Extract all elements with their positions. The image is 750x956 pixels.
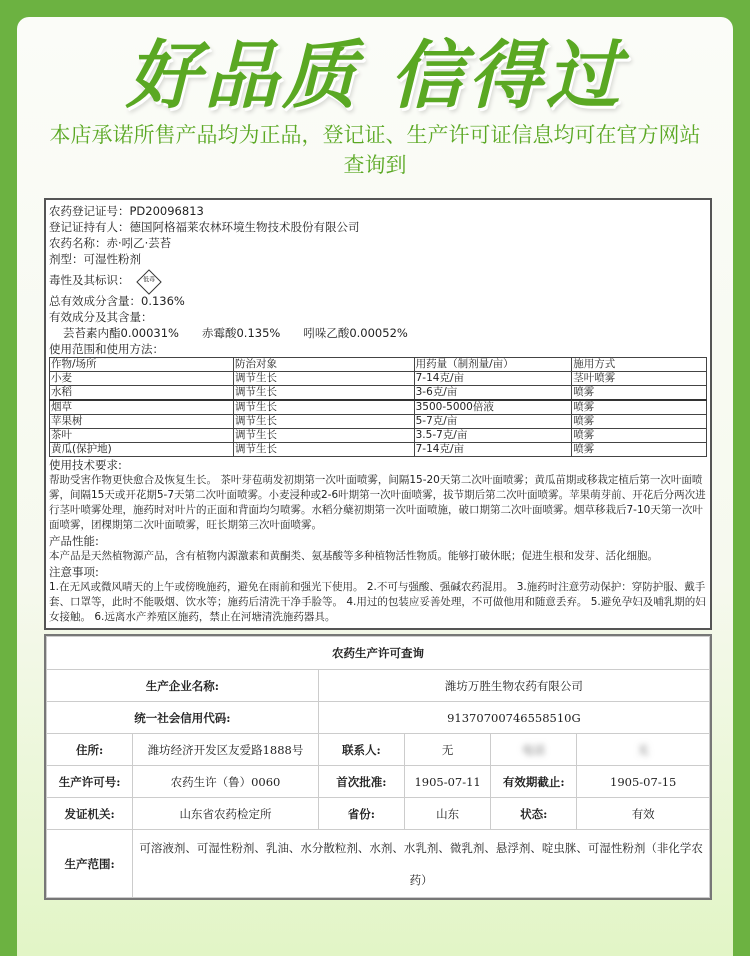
usage-row	[50, 443, 707, 457]
issuer-value: 山东省农药检定所	[133, 798, 319, 830]
status-label: 状态:	[491, 798, 577, 830]
license-panel	[44, 634, 712, 900]
usage-cell: 喷雾	[572, 415, 707, 429]
usage-cell: 7-14克/亩	[414, 372, 572, 386]
usage-cell: 3500-5000倍液	[414, 400, 572, 415]
usage-cell: 施用方式	[572, 358, 707, 372]
phone-label: 电话	[491, 734, 577, 766]
total-content: 总有效成分含量：0.136%	[49, 294, 185, 308]
usage-label: 使用范围和使用方法：	[49, 342, 164, 356]
toxicity-mark: 低毒	[142, 276, 155, 284]
usage-cell: 3-6克/亩	[414, 386, 572, 401]
usage-cell: 作物/场所	[50, 358, 234, 372]
reg-holder: 登记证持有人：德国阿格福莱农林环境生物技术股份有限公司	[49, 220, 360, 234]
contact-label: 联系人:	[318, 734, 404, 766]
usage-cell: 苹果树	[50, 415, 234, 429]
address-value: 潍坊经济开发区友爱路1888号	[133, 734, 319, 766]
toxicity-row	[49, 267, 707, 293]
credit-label: 统一社会信用代码:	[47, 702, 319, 734]
province-label: 省份:	[318, 798, 404, 830]
usage-cell: 喷雾	[572, 429, 707, 443]
status-value: 有效	[577, 798, 710, 830]
first-approval-value: 1905-07-11	[405, 766, 491, 798]
usage-cell: 防治对象	[233, 358, 414, 372]
address-label: 住所:	[47, 734, 133, 766]
province-value: 山东	[405, 798, 491, 830]
scope-value: 可溶液剂、可湿性粉剂、乳油、水分散粒剂、水剂、水乳剂、微乳剂、悬浮剂、啶虫脒、可湿性粉剂（非化学农药）	[133, 830, 710, 898]
low-toxicity-icon	[136, 269, 161, 294]
pesticide-name: 农药名称：赤·吲乙·芸苔	[49, 236, 172, 250]
permit-label: 生产许可号:	[47, 766, 133, 798]
perf-text: 本产品是天然植物源产品，含有植物内源激素和黄酮类、氨基酸等多种植物活性物质。能够打破休眠；促进生根和发芽、活化细胞。	[49, 550, 658, 562]
permit-value: 农药生许（鲁）0060	[133, 766, 319, 798]
notes-label: 注意事项:	[49, 565, 99, 579]
usage-cell: 调节生长	[233, 400, 414, 415]
usage-cell: 5-7克/亩	[414, 415, 572, 429]
perf-label: 产品性能:	[49, 534, 99, 548]
usage-cell: 调节生长	[233, 372, 414, 386]
usage-cell: 茶叶	[50, 429, 234, 443]
usage-cell: 7-14克/亩	[414, 443, 572, 457]
notes-text: 1.在无风或微风晴天的上午或傍晚施药，避免在雨前和强光下使用。 2.不可与强酸、强碱农药混用。 3.施药时注意劳动保护：穿防护服、戴手套、口罩等，此时不能吸烟、饮水等；施药后清洗干净手脸等。 4.用过的包装应妥善处理，不可做他用和随意丢弃。 5.避免孕妇及哺乳期的妇女接触。 6.远离水产养殖区施药，禁止在河塘清洗施药器具。	[49, 581, 706, 623]
credit-value: 91370700746558510G	[318, 702, 709, 734]
usage-cell: 喷雾	[572, 400, 707, 415]
phone-value: 无	[577, 734, 710, 766]
usage-row	[50, 386, 707, 401]
usage-row	[50, 429, 707, 443]
usage-cell: 调节生长	[233, 429, 414, 443]
usage-row	[50, 372, 707, 386]
ingredients: 芸苔素内酯0.00031% 赤霉酸0.135% 吲哚乙酸0.00052%	[63, 326, 408, 340]
usage-cell: 喷雾	[572, 386, 707, 401]
headline: 好品质 信得过	[126, 33, 624, 119]
usage-cell: 调节生长	[233, 415, 414, 429]
usage-cell: 黄瓜(保护地)	[50, 443, 234, 457]
ingredients-label: 有效成分及其含量：	[49, 310, 153, 324]
usage-table	[49, 357, 707, 457]
contact-value: 无	[405, 734, 491, 766]
company-value: 潍坊万胜生物农药有限公司	[318, 670, 709, 702]
reg-number: 农药登记证号：PD20096813	[49, 204, 204, 218]
usage-cell: 用药量（制剂量/亩）	[414, 358, 572, 372]
license-title: 农药生产许可查询	[47, 637, 710, 670]
license-table	[46, 636, 710, 898]
usage-header-row	[50, 358, 707, 372]
tech-label: 使用技术要求:	[49, 458, 122, 472]
usage-cell: 水稻	[50, 386, 234, 401]
subtitle: 本店承诺所售产品均为正品，登记证、生产许可证信息均可在官方网站查询到	[49, 123, 701, 177]
registration-panel	[44, 198, 712, 630]
tech-text: 帮助受害作物更快愈合及恢复生长。 茶叶芽苞萌发初期第一次叶面喷雾，间隔15-20天第二次叶面喷雾；黄瓜苗期或移栽定植后第一次叶面喷雾，间隔15天或开花期5-7天第二次叶面喷雾。小麦浸种或2-6叶期第一次叶面喷雾，拔节期后第二次叶面喷雾。苹果萌芽前、开花后分两次进行茎叶喷雾处理，施药时对叶片的正面和背面均匀喷雾。水稻分蘖初期第一次叶面喷施，破口期第二次叶面喷雾。烟草移栽后7-10天第一次叶面喷雾，团棵期第二次叶面喷雾，旺长期第三次叶面喷雾。	[49, 474, 706, 531]
toxicity-label: 毒性及其标识：	[49, 273, 130, 287]
first-approval-label: 首次批准:	[318, 766, 404, 798]
usage-cell: 调节生长	[233, 386, 414, 401]
usage-cell: 烟草	[50, 400, 234, 415]
company-label: 生产企业名称:	[47, 670, 319, 702]
usage-cell: 小麦	[50, 372, 234, 386]
issuer-label: 发证机关:	[47, 798, 133, 830]
usage-row	[50, 400, 707, 415]
usage-cell: 3.5-7克/亩	[414, 429, 572, 443]
formulation: 剂型：可湿性粉剂	[49, 252, 141, 266]
usage-row	[50, 415, 707, 429]
expiry-label: 有效期截止:	[491, 766, 577, 798]
usage-cell: 调节生长	[233, 443, 414, 457]
usage-cell: 喷雾	[572, 443, 707, 457]
content-stack	[44, 0, 712, 920]
expiry-value: 1905-07-15	[577, 766, 710, 798]
scope-label: 生产范围:	[47, 830, 133, 898]
usage-cell: 茎叶喷雾	[572, 372, 707, 386]
